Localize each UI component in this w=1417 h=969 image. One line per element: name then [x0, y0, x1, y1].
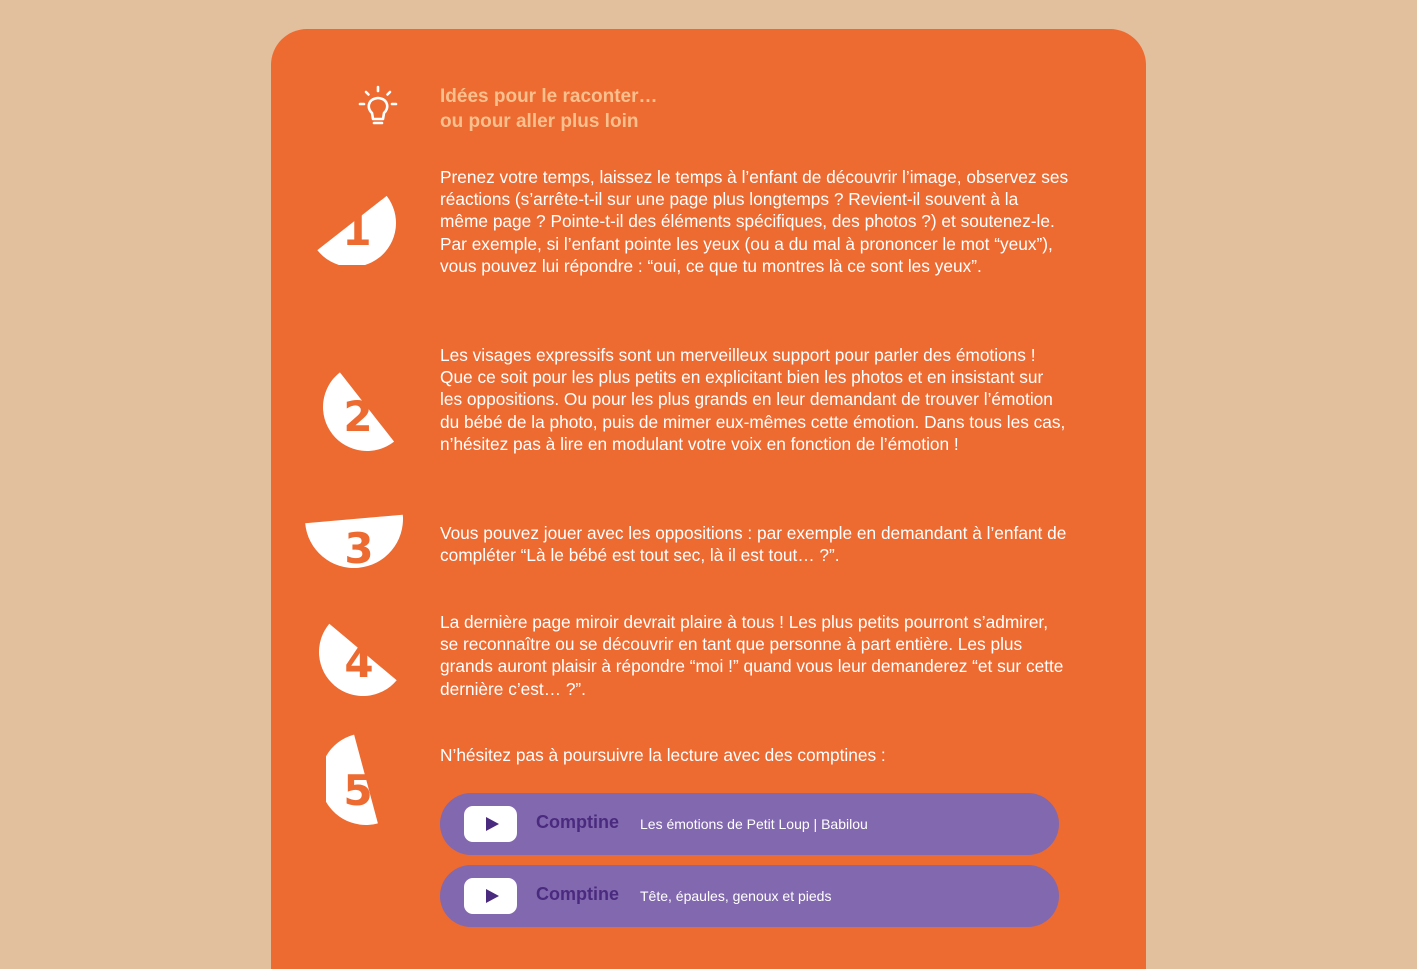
- tips-card: [271, 29, 1146, 969]
- tip-text-3: Vous pouvez jouer avec les oppositions : par exemple en demandant à l’enfant de compléter “Là le bébé est tout sec, là il est tout… ?”.: [440, 523, 1067, 566]
- tip-number-1: 1: [342, 206, 372, 255]
- song-button-1[interactable]: [440, 793, 1059, 855]
- tip-number-2: 2: [343, 392, 373, 441]
- heading-line-1: Idées pour le raconter…: [440, 86, 658, 107]
- tip-number-5: 5: [343, 766, 373, 815]
- lightbulb-icon: [358, 85, 398, 129]
- tip-text-1: Prenez votre temps, laissez le temps à l’enfant de découvrir l’image, observez ses réactions (s’arrête-t-il sur une page plus longtemps ? Revient-il souvent à la même page ? Pointe-t-il des éléments spécifiques, des photos ?) et soutenez-le. Par exemple, si l’enfant pointe les yeux (ou a du mal à prononcer le mot “yeux”), vous pouvez lui répondre : “oui, ce que tu montres là ce sont les yeux”.: [440, 167, 1069, 276]
- play-icon: [464, 806, 517, 842]
- song-kind-label: Comptine: [536, 812, 619, 832]
- tip-badge-3: [304, 511, 406, 571]
- tip-badge-4: [317, 607, 413, 697]
- tip-badge-1: [304, 181, 399, 265]
- tip-number-3: 3: [344, 524, 374, 571]
- tip-text-4: La dernière page miroir devrait plaire à tous ! Les plus petits pourront s’admirer, se reconnaître ou se découvrir en tant que personne à part entière. Les plus grands auront plaisir à répondre “moi !” quand vous leur demanderez “et sur cette dernière c’est… ?”.: [440, 612, 1064, 699]
- tip-badge-5: [326, 729, 398, 831]
- song-title: Les émotions de Petit Loup | Babilou: [640, 816, 868, 832]
- tip-text-2: Les visages expressifs sont un merveilleux support pour parler des émotions ! Que ce soit pour les plus petits en explicitant bien les photos et en insistant sur les oppositions. Ou pour les plus grands en leur demandant de trouver l’émotion du bébé de la photo, puis de mimer eux-mêmes cette émotion. Dans tous les cas, n’hésitez pas à lire en modulant votre voix en fonction de l’émotion !: [440, 345, 1066, 454]
- song-button-2[interactable]: [440, 865, 1059, 927]
- play-icon: [464, 878, 517, 914]
- song-title: Tête, épaules, genoux et pieds: [640, 888, 832, 904]
- tip-badge-2: [323, 359, 413, 455]
- song-kind-label: Comptine: [536, 884, 619, 904]
- heading-line-2: ou pour aller plus loin: [440, 111, 639, 132]
- tip-number-4: 4: [344, 638, 374, 687]
- section-heading: [440, 84, 658, 134]
- tip-text-5: N’hésitez pas à poursuivre la lecture avec des comptines :: [440, 745, 886, 765]
